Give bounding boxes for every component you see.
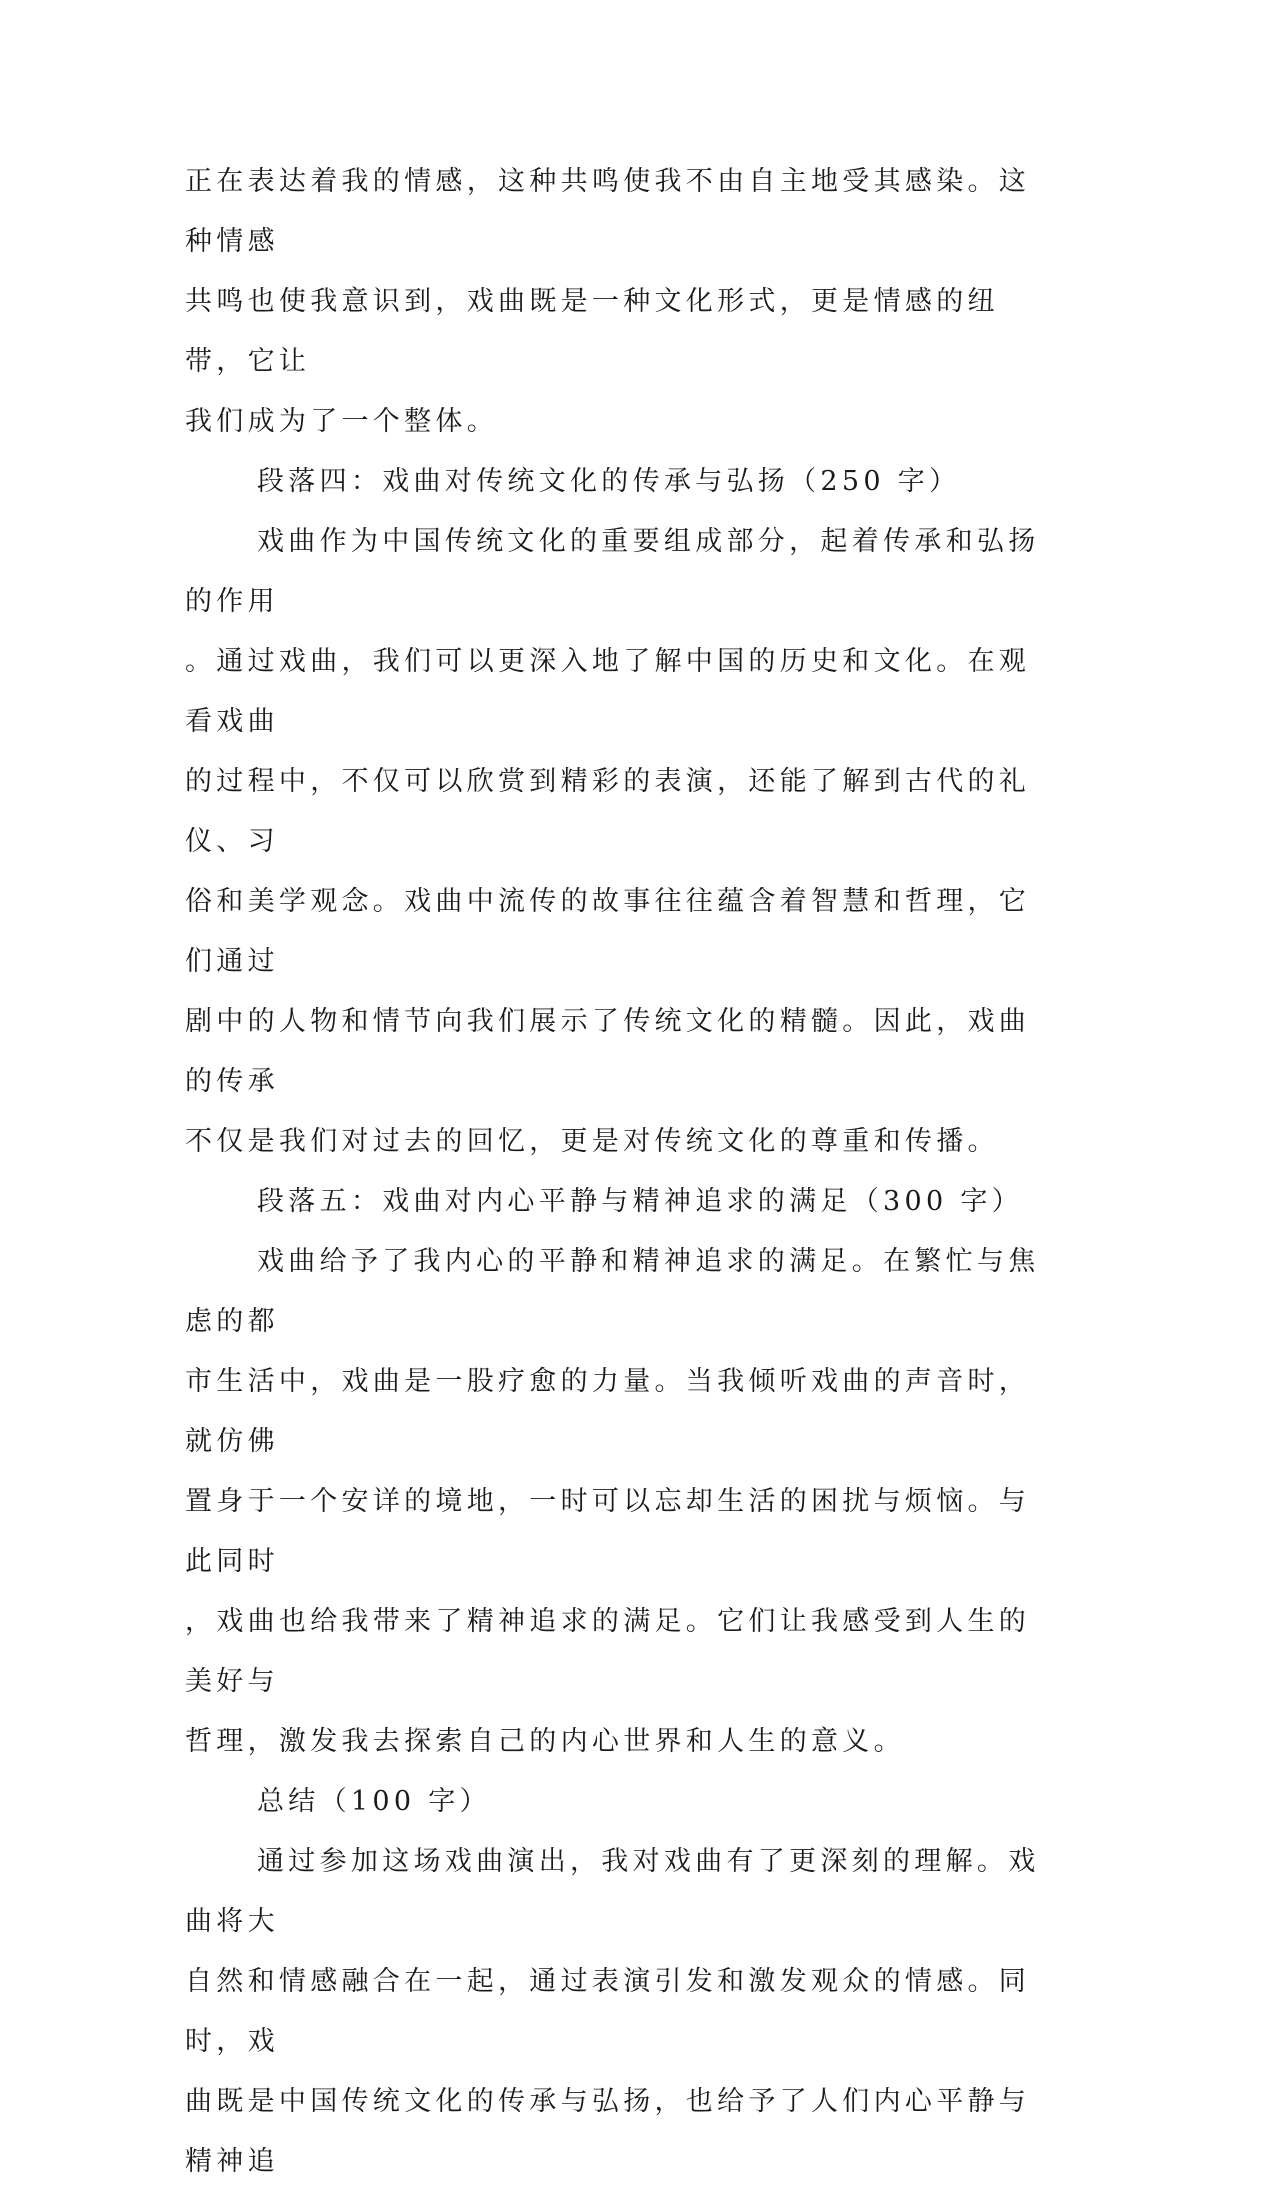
section-5-heading: 段落五：戏曲对内心平静与精神追求的满足（300 字）: [257, 1186, 1023, 1217]
summary-paragraph: 通过参加这场戏曲演出，我对戏曲有了更深刻的理解。戏曲将大 自然和情感融合在一起，通过表演引发和激发观众的情感。同时，戏 曲既是中国传统文化的传承与弘扬，也给予了人们内心平静与精神追: [185, 1846, 1040, 2177]
section-4-heading: 段落四：戏曲对传统文化的传承与弘扬（250 字）: [257, 466, 961, 497]
section-4-paragraph: 戏曲作为中国传统文化的重要组成部分，起着传承和弘扬的作用 。通过戏曲，我们可以更深入地了解中国的历史和文化。在观看戏曲 的过程中，不仅可以欣赏到精彩的表演，还能了解到古代的礼仪、习 俗和美学观念。戏曲中流传的故事往往蕴含着智慧和哲理，它们通过 剧中的人物和情节向我们展示了传统文化的精髓。因此，戏曲的传承 不仅是我们对过去的回忆，更是对传统文化的尊重和传播。: [185, 526, 1040, 1157]
section-5-paragraph: 戏曲给予了我内心的平静和精神追求的满足。在繁忙与焦虑的都 市生活中，戏曲是一股疗愈的力量。当我倾听戏曲的声音时，就仿佛 置身于一个安详的境地，一时可以忘却生活的困扰与烦恼。与此同时 ，戏曲也给我带来了精神追求的满足。它们让我感受到人生的美好与 哲理，激发我去探索自己的内心世界和人生的意义。: [185, 1246, 1040, 1757]
continuation-paragraph: 正在表达着我的情感，这种共鸣使我不由自主地受其感染。这种情感 共鸣也使我意识到，戏曲既是一种文化形式，更是情感的纽带，它让 我们成为了一个整体。: [185, 166, 1031, 437]
document-body: [185, 152, 1055, 2192]
summary-heading: 总结（100 字）: [257, 1786, 491, 1817]
